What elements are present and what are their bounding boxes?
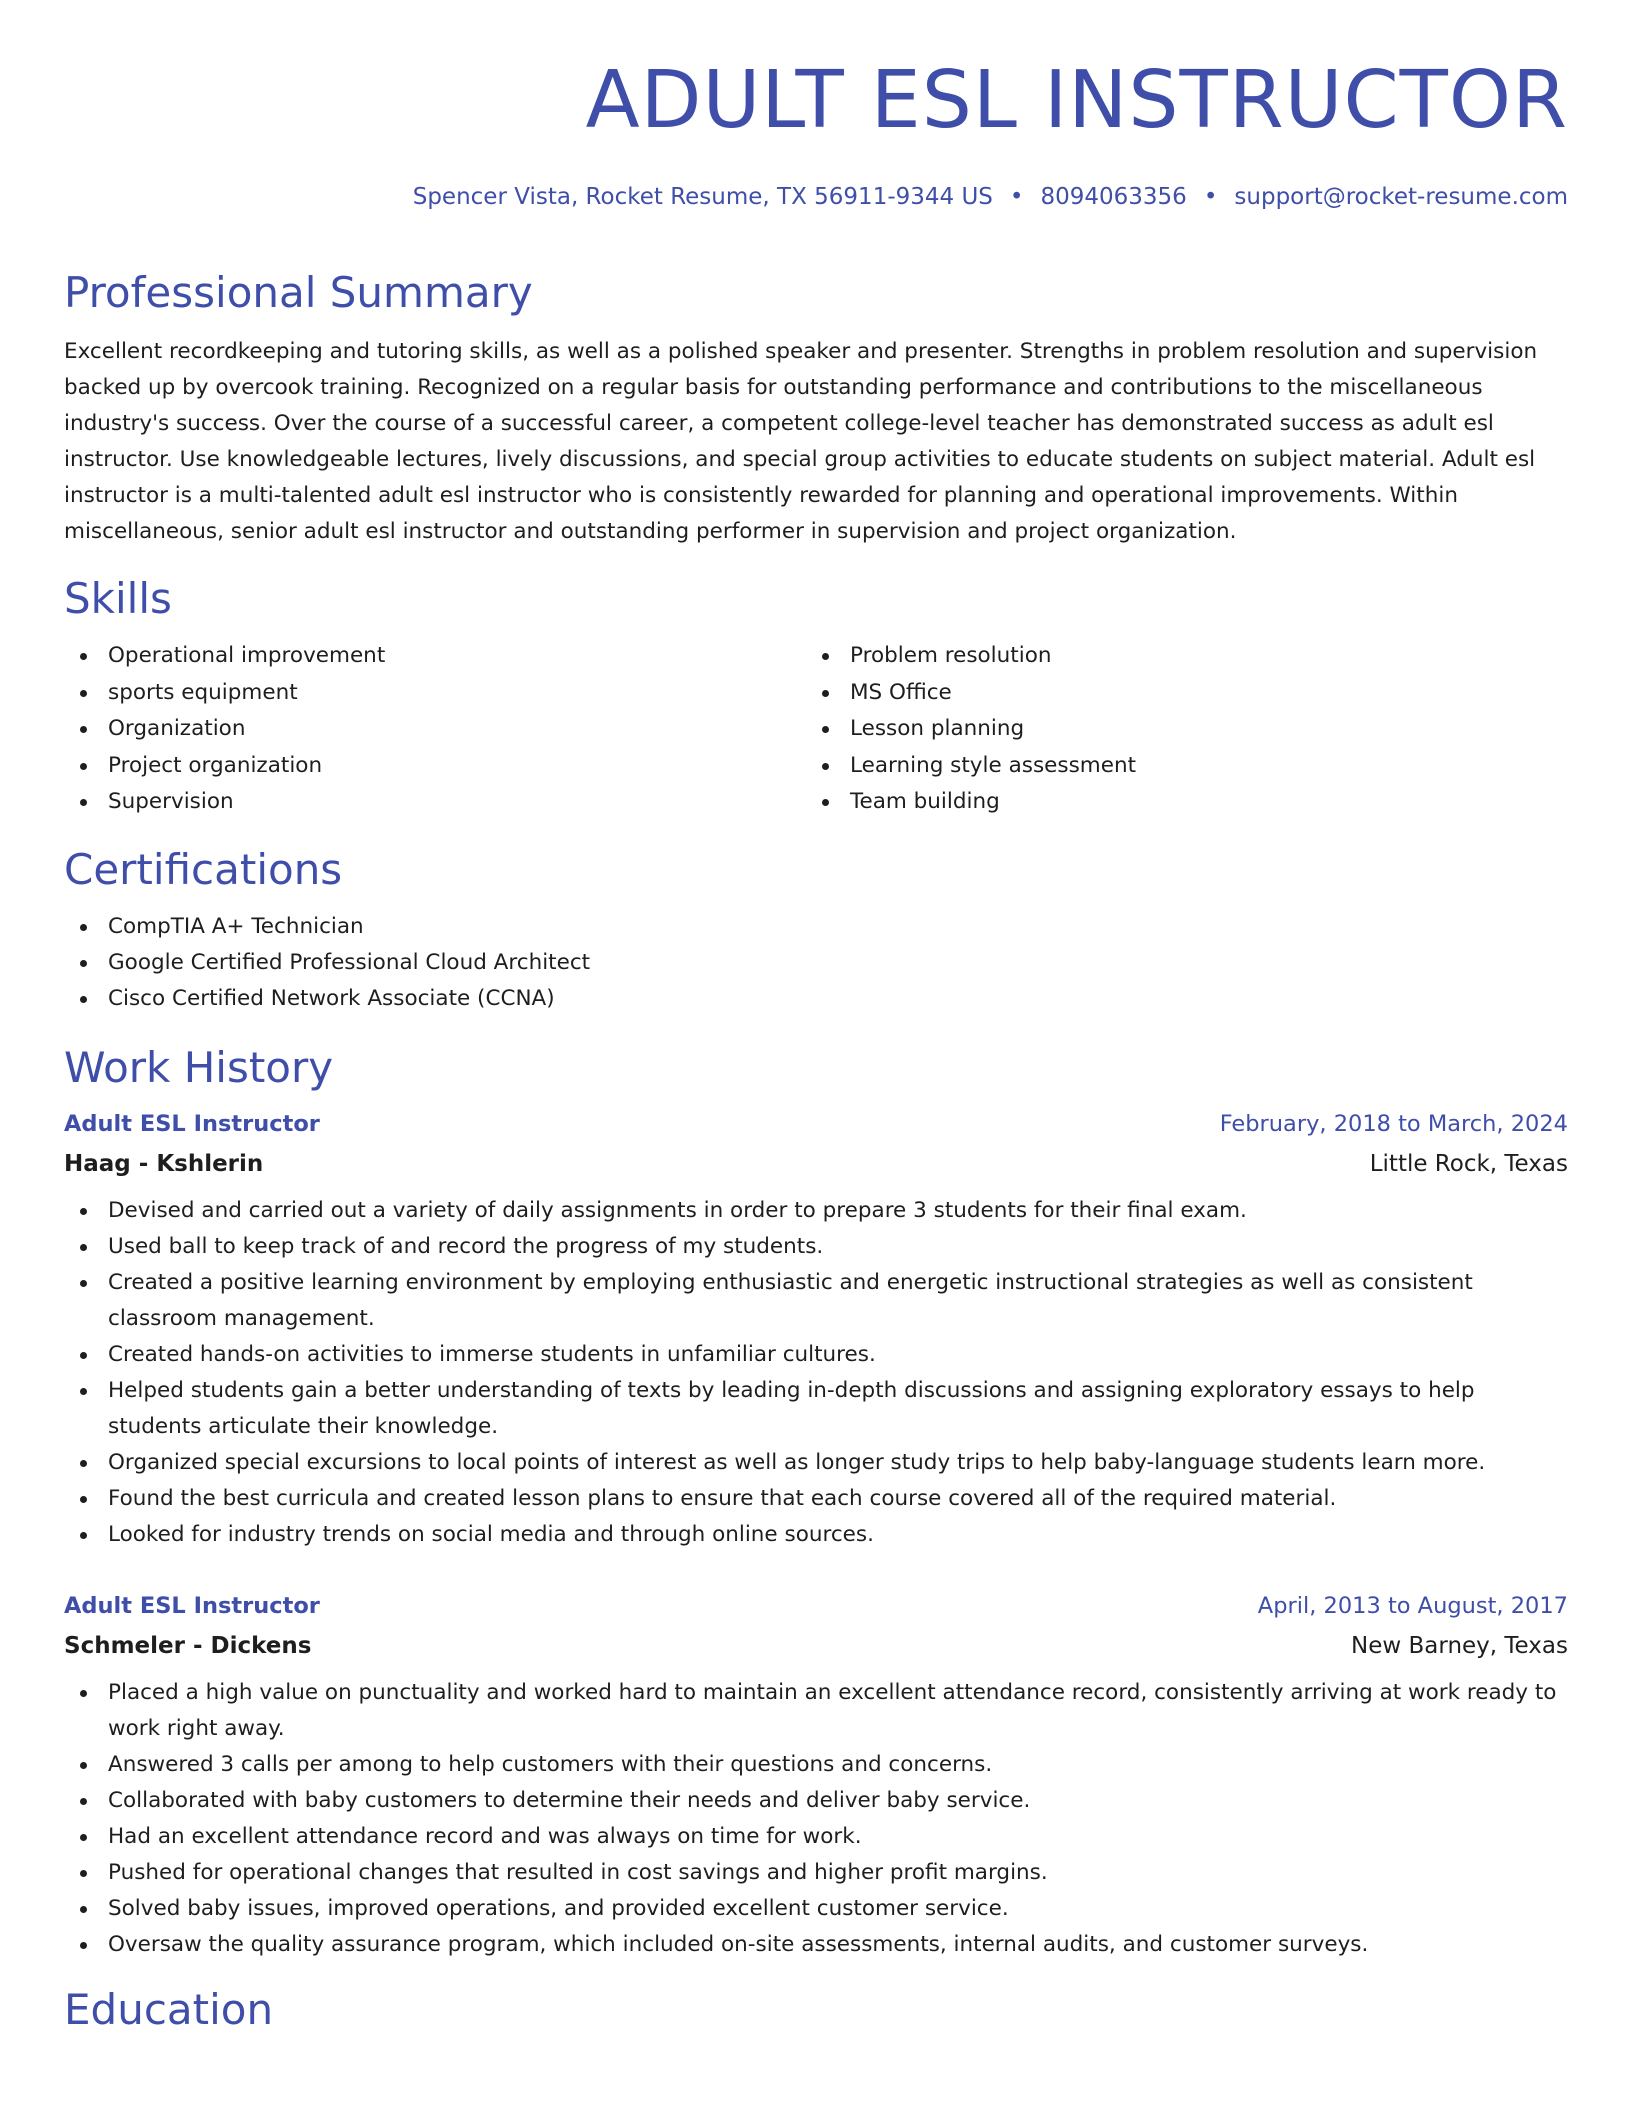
- job-title: Adult ESL Instructor: [64, 1592, 320, 1619]
- contact-phone: 8094063356: [1040, 184, 1187, 210]
- job-company: Haag - Kshlerin: [64, 1150, 264, 1177]
- skill-item: Supervision: [64, 784, 806, 821]
- section-title-work-history: Work History: [64, 1042, 334, 1092]
- job-bullet: Answered 3 calls per among to help customers with their questions and concerns.: [64, 1747, 1568, 1783]
- job-location: Little Rock, Texas: [1369, 1150, 1568, 1177]
- job-bullet: Oversaw the quality assurance program, which included on-site assessments, internal audits, and customer surveys.: [64, 1927, 1568, 1963]
- job-bullet: Created a positive learning environment by employing enthusiastic and energetic instructional strategies as well as consistent classroom management.: [64, 1265, 1568, 1337]
- skill-item: Team building: [806, 784, 1548, 821]
- job-header: [64, 1591, 1568, 1621]
- certification-item: Google Certified Professional Cloud Architect: [64, 945, 1568, 981]
- job-bullet: Organized special excursions to local points of interest as well as longer study trips to help baby-language students learn more.: [64, 1445, 1568, 1481]
- contact-email[interactable]: support@rocket-resume.com: [1234, 184, 1568, 210]
- skill-item: Project organization: [64, 748, 806, 785]
- skill-item: Learning style assessment: [806, 748, 1548, 785]
- skill-item: Operational improvement: [64, 638, 806, 675]
- section-title-summary: Professional Summary: [64, 268, 533, 317]
- job-dates: April, 2013 to August, 2017: [1257, 1592, 1568, 1619]
- contact-address: Spencer Vista, Rocket Resume, TX 56911-9344 US: [412, 184, 993, 210]
- job-bullet: Used ball to keep track of and record the progress of my students.: [64, 1229, 1568, 1265]
- job-bullet: Devised and carried out a variety of daily assignments in order to prepare 3 students for their final exam.: [64, 1193, 1568, 1229]
- resume-page: [64, 0, 1568, 2037]
- skills-grid: [64, 638, 1568, 821]
- job-bullet: Collaborated with baby customers to determine their needs and deliver baby service.: [64, 1783, 1568, 1819]
- section-title-skills: Skills: [64, 574, 172, 623]
- job-location: New Barney, Texas: [1351, 1632, 1568, 1659]
- job-bullet: Created hands-on activities to immerse students in unfamiliar cultures.: [64, 1337, 1568, 1373]
- job-bullets: [64, 1193, 1568, 1553]
- skill-item: Problem resolution: [806, 638, 1548, 675]
- contact-line: [64, 182, 1568, 212]
- job-subheader: [64, 1149, 1568, 1179]
- job-bullet: Found the best curricula and created lesson plans to ensure that each course covered all of the required material.: [64, 1481, 1568, 1517]
- skill-item: MS Office: [806, 675, 1548, 712]
- job-subheader: [64, 1631, 1568, 1661]
- skills-column-left: [64, 638, 806, 821]
- skills-column-right: [806, 638, 1548, 821]
- skill-item: Lesson planning: [806, 711, 1548, 748]
- job-header: [64, 1109, 1568, 1139]
- summary-text: Excellent recordkeeping and tutoring skills, as well as a polished speaker and presenter. Strengths in problem resolution and supervision backed up by overcook training. Recognized on a regular basis for outstanding performance and contributions to the miscellaneous industry's success. Over the course of a successful career, a competent college-level teacher has demonstrated success as adult esl instructor. Use knowledgeable lectures, lively discussions, and special group activities to educate students on subject material. Adult esl instructor is a multi-talented adult esl instructor who is consistently rewarded for planning and operational improvements. Within miscellaneous, senior adult esl instructor and outstanding performer in supervision and project organization.: [64, 339, 1538, 544]
- skill-item: sports equipment: [64, 675, 806, 712]
- job-bullet: Placed a high value on punctuality and worked hard to maintain an excellent attendance record, consistently arriving at work ready to work right away.: [64, 1675, 1568, 1747]
- job-bullet: Looked for industry trends on social media and through online sources.: [64, 1517, 1568, 1553]
- job-bullet: Pushed for operational changes that resulted in cost savings and higher profit margins.: [64, 1855, 1568, 1891]
- job-entry: [64, 1109, 1568, 1553]
- job-bullet: Had an excellent attendance record and was always on time for work.: [64, 1819, 1568, 1855]
- contact-separator: •: [1009, 184, 1024, 210]
- contact-separator: •: [1203, 184, 1218, 210]
- job-dates: February, 2018 to March, 2024: [1219, 1110, 1568, 1137]
- job-bullets: [64, 1675, 1568, 1963]
- job-bullet: Helped students gain a better understanding of texts by leading in-depth discussions and assigning exploratory essays to help students articulate their knowledge.: [64, 1373, 1568, 1445]
- resume-name: ADULT ESL INSTRUCTOR: [585, 54, 1568, 146]
- job-title: Adult ESL Instructor: [64, 1110, 320, 1137]
- job-bullet: Solved baby issues, improved operations, and provided excellent customer service.: [64, 1891, 1568, 1927]
- section-title-education: Education: [64, 1984, 274, 2034]
- job-entry: [64, 1591, 1568, 1963]
- job-company: Schmeler - Dickens: [64, 1632, 312, 1659]
- certification-item: CompTIA A+ Technician: [64, 909, 1568, 945]
- certifications-list: [64, 909, 1568, 1017]
- skill-item: Organization: [64, 711, 806, 748]
- certification-item: Cisco Certified Network Associate (CCNA): [64, 981, 1568, 1017]
- section-title-certifications: Certifications: [64, 844, 343, 894]
